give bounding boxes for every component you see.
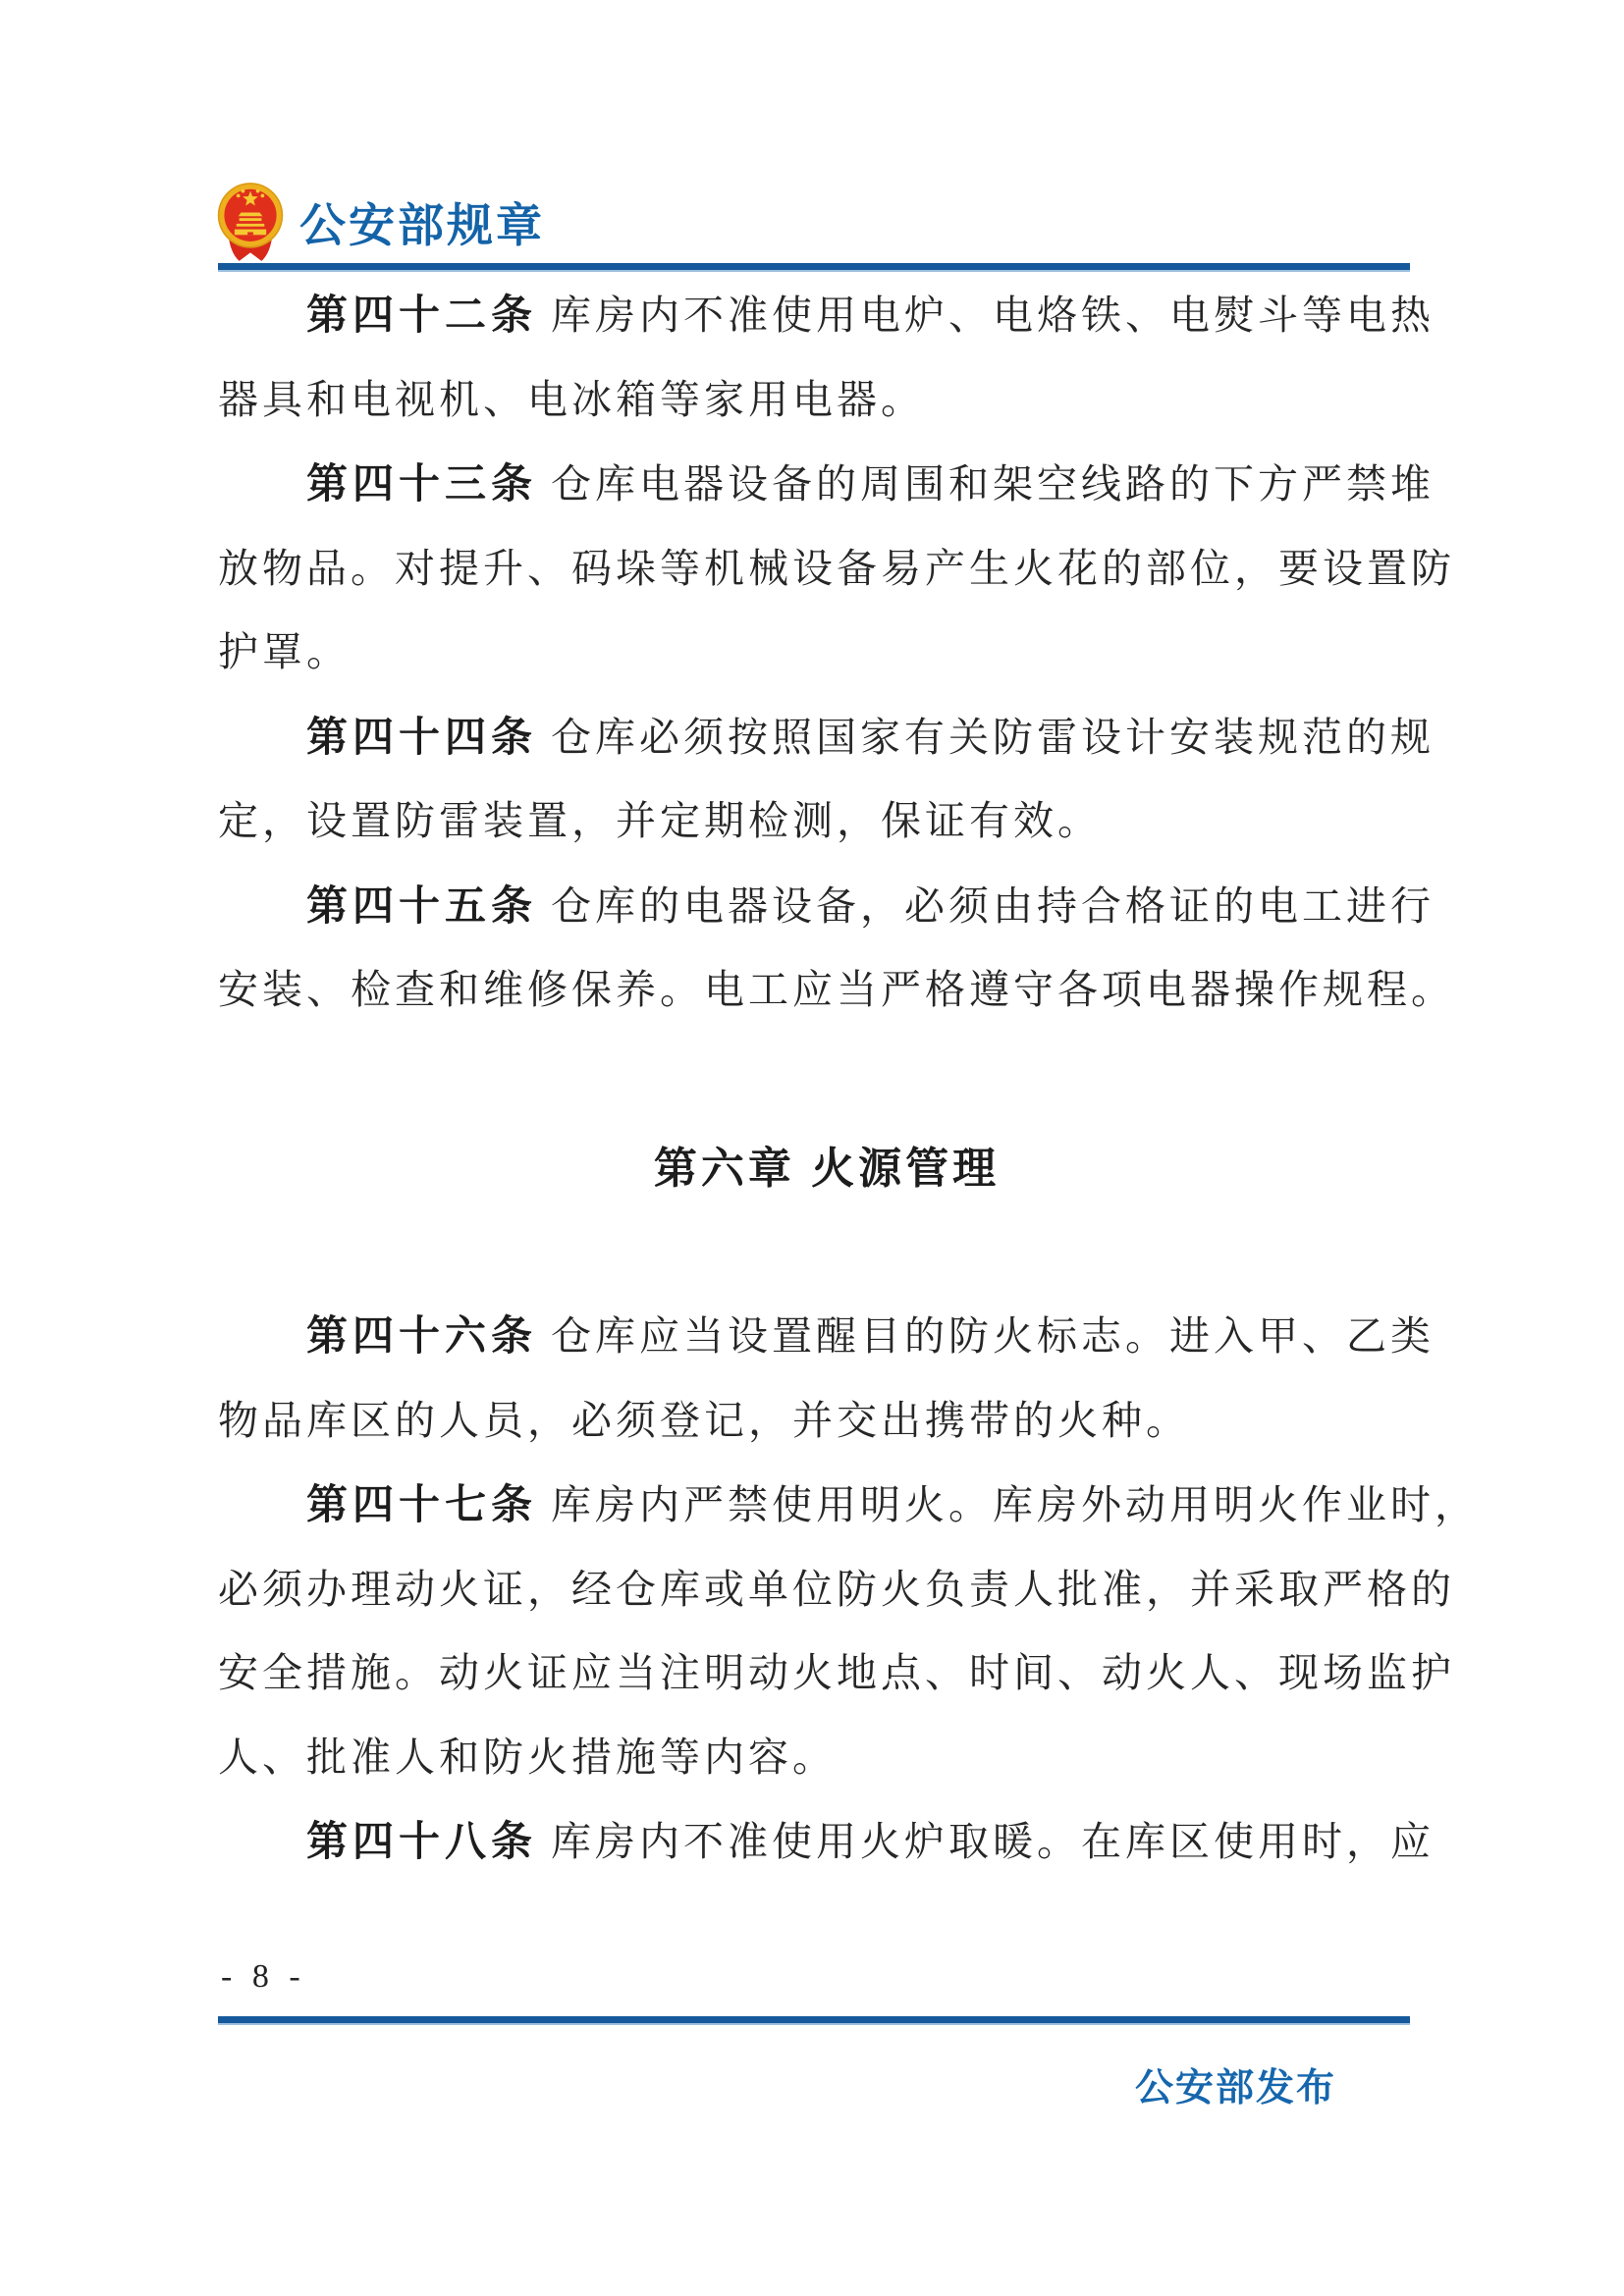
article-44	[218, 695, 1435, 864]
article-line	[218, 1294, 1435, 1379]
article-number: 第四十六条	[306, 1312, 538, 1359]
article-line	[218, 1799, 1435, 1885]
article-number: 第四十七条	[306, 1481, 538, 1527]
article-number: 第四十三条	[306, 460, 538, 507]
article-line: 人、批准人和防火措施等内容。	[218, 1734, 837, 1780]
article-number: 第四十五条	[306, 881, 538, 929]
national-emblem-icon	[213, 181, 288, 263]
article-line: 器具和电视机、电冰箱等家用电器。	[218, 376, 925, 422]
article-line: 护罩。	[218, 629, 351, 674]
article-text: 库房内严禁使用明火。库房外动用明火作业时，	[551, 1482, 1480, 1527]
article-46	[218, 1294, 1435, 1463]
article-line	[218, 1463, 1480, 1548]
article-45	[218, 864, 1455, 1033]
footer-divider	[218, 2016, 1410, 2023]
article-line: 定，设置防雷装置，并定期检测，保证有效。	[218, 798, 1102, 843]
article-48	[218, 1799, 1435, 1885]
page-header	[213, 181, 545, 263]
header-divider	[218, 263, 1410, 270]
article-line	[218, 695, 1435, 780]
article-line: 安装、检查和维修保养。电工应当严格遵守各项电器操作规程。	[218, 967, 1455, 1012]
article-text: 仓库应当设置醒目的防火标志。进入甲、乙类	[551, 1313, 1435, 1359]
article-text: 仓库的电器设备，必须由持合格证的电工进行	[551, 882, 1435, 929]
chapter-heading: 第六章 火源管理	[653, 1144, 1001, 1193]
article-text: 库房内不准使用火炉取暖。在库区使用时，应	[551, 1819, 1435, 1864]
article-text: 仓库电器设备的周围和架空线路的下方严禁堆	[551, 461, 1435, 507]
header-title: 公安部规章	[299, 200, 545, 252]
article-line	[218, 442, 1435, 527]
article-line	[218, 273, 1435, 358]
article-line: 必须办理动火证，经仓库或单位防火负责人批准，并采取严格的	[218, 1566, 1455, 1612]
page-number: - 8 -	[221, 1958, 306, 1995]
article-47	[218, 1463, 1480, 1799]
article-line: 放物品。对提升、码垛等机械设备易产生火花的部位，要设置防	[218, 545, 1455, 591]
document-body	[218, 273, 1480, 1885]
article-number: 第四十四条	[306, 713, 538, 760]
footer-publisher: 公安部发布	[1134, 2067, 1336, 2109]
article-43	[218, 442, 1455, 695]
article-line: 安全措施。动火证应当注明动火地点、时间、动火人、现场监护	[218, 1650, 1455, 1695]
article-text: 仓库必须按照国家有关防雷设计安装规范的规	[551, 714, 1435, 760]
article-42	[218, 273, 1435, 442]
article-number: 第四十二条	[306, 292, 538, 338]
article-number: 第四十八条	[306, 1818, 538, 1864]
article-line: 物品库区的人员，必须登记，并交出携带的火种。	[218, 1397, 1190, 1443]
article-line	[218, 864, 1435, 949]
article-text: 库房内不准使用电炉、电烙铁、电熨斗等电热	[551, 293, 1435, 338]
